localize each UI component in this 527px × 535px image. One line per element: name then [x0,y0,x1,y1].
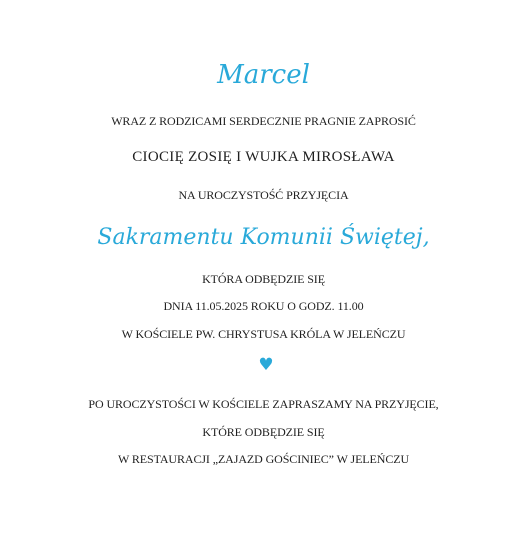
occasion-title: Sakramentu Komunii Świętej, [97,225,430,250]
which-will-text-2: KTÓRE ODBĘDZIE SIĘ [202,425,325,439]
church-text: W KOŚCIELE PW. CHRYSTUSA KRÓLA W JELEŃCZU [121,327,406,341]
heart-icon: ♥ [258,355,274,375]
after-ceremony-text: PO UROCZYSTOŚCI W KOŚCIELE ZAPRASZAMY NA PRZYJĘCIE, [88,397,439,411]
which-will-text: KTÓRA ODBĘDZIE SIĘ [202,272,325,286]
restaurant-text: W RESTAURACJI „ZAJAZD GOŚCINIEC” W JELEŃCZU [117,452,410,466]
guest-names: CIOCIĘ ZOSIĘ I WUJKA MIROSŁAWA [132,149,395,165]
occasion-intro: NA UROCZYSTOŚĆ PRZYJĘCIA [178,188,349,202]
date-time-text: DNIA 11.05.2025 ROKU O GODZ. 11.00 [163,299,364,313]
child-name: Marcel [217,60,310,90]
intro-text: WRAZ Z RODZICAMI SERDECZNIE PRAGNIE ZAPROSIĆ [111,114,416,128]
